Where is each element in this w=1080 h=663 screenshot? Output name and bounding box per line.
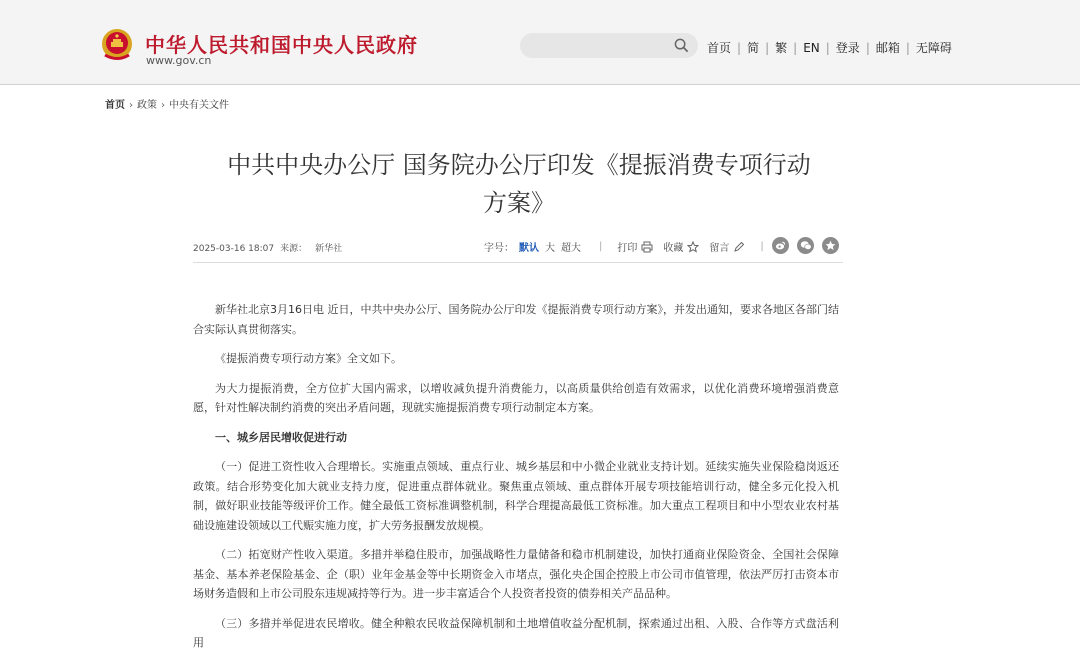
share-buttons [772, 237, 839, 254]
article-paragraph: 为大力提振消费，全方位扩大国内需求，以增收减负提升消费能力，以高质量供给创造有效需求，以优化消费环境增强消费意愿，针对性解决制约消费的突出矛盾问题，现就实施提振消费专项行动制定本方案。 [193, 381, 839, 414]
nav-traditional[interactable]: 繁 [775, 41, 788, 55]
source-label: 来源： [280, 244, 308, 254]
nav-simplified[interactable]: 简 [747, 41, 760, 55]
star-icon [825, 240, 836, 251]
article-title-line: 中共中央办公厅 国务院办公厅印发《提振消费专项行动 [227, 151, 811, 179]
favorite-button[interactable] [663, 239, 699, 254]
nav-home[interactable]: 首页 [707, 41, 732, 55]
top-nav [707, 39, 952, 56]
printer-icon [641, 241, 653, 253]
font-size-large[interactable]: 大 [545, 243, 555, 254]
tool-divider: | [760, 241, 764, 252]
article-title [195, 146, 843, 222]
source-name: 新华社 [315, 244, 343, 254]
tool-divider: | [599, 241, 603, 252]
site-header [0, 0, 1080, 85]
article-paragraph: 《提振消费专项行动方案》全文如下。 [215, 352, 402, 365]
star-icon [687, 241, 699, 253]
site-name[interactable]: 中华人民共和国中央人民政府 [145, 33, 418, 57]
article-title-line: 方案》 [483, 189, 555, 217]
section-heading: 一、城乡居民增收促进行动 [215, 430, 347, 444]
chevron-right-icon: › [161, 100, 165, 111]
meta-divider [193, 262, 843, 263]
font-size-xlarge[interactable]: 超大 [561, 243, 581, 254]
print-button[interactable] [617, 239, 653, 254]
article-paragraph: 新华社北京3月16日电 近日，中共中央办公厅、国务院办公厅印发《提振消费专项行动方案》，并发出通知，要求各地区各部门结合实际认真贯彻落实。 [193, 303, 839, 336]
nav-divider: | [765, 41, 770, 55]
pencil-icon [733, 241, 745, 253]
nav-divider: | [793, 41, 798, 55]
nav-login[interactable]: 登录 [835, 41, 860, 55]
search-input[interactable] [532, 33, 676, 60]
publish-date: 2025-03-16 18:07 [193, 244, 275, 254]
article-tools [484, 239, 779, 254]
favorite-label: 收藏 [663, 243, 684, 254]
breadcrumb [105, 96, 229, 111]
breadcrumb-policy[interactable]: 政策 [137, 100, 157, 111]
site-url: www.gov.cn [146, 54, 212, 67]
wechat-share-button[interactable] [797, 237, 814, 254]
comment-button[interactable] [709, 239, 745, 254]
print-label: 打印 [617, 243, 638, 254]
nav-divider: | [825, 41, 830, 55]
nav-english[interactable]: EN [803, 41, 820, 55]
weibo-share-button[interactable] [772, 237, 789, 254]
font-size-default[interactable]: 默认 [519, 243, 539, 254]
wechat-icon [800, 240, 812, 251]
nav-mail[interactable]: 邮箱 [875, 41, 900, 55]
comment-label: 留言 [709, 243, 730, 254]
article-paragraph: （一）促进工资性收入合理增长。实施重点领域、重点行业、城乡基层和中小微企业就业支持计划。延续实施失业保险稳岗返还政策。结合形势变化加大就业支持力度，促进重点群体就业。聚焦重点领域、重点群体开展专项技能培训行动，健全多元化投入机制，做好职业技能等级评价工作。健全最低工资标准调整机制，科学合理提高最低工资标准。加大重点工程项目和中小型农业农村基础设施建设领域以工代赈实施力度，扩大劳务报酬发放规模。 [193, 460, 839, 532]
search-icon[interactable] [674, 38, 689, 53]
article-meta [193, 241, 348, 254]
article-body [193, 300, 839, 663]
nav-divider: | [865, 41, 870, 55]
search-box[interactable] [520, 33, 698, 58]
article-paragraph: （三）多措并举促进农民增收。健全种粮农民收益保障机制和土地增值收益分配机制，探索通过出租、入股、合作等方式盘活利用 [193, 616, 839, 649]
article-paragraph: （二）拓宽财产性收入渠道。多措并举稳住股市，加强战略性力量储备和稳市机制建设，加快打通商业保险资金、全国社会保障基金、基本养老保险基金、企（职）业年金基金等中长期资金入市堵点，强化央企国企控股上市公司市值管理，依法严厉打击资本市场财务造假和上市公司股东违规减持等行为。进一步丰富适合个人投资者投资的债券相关产品品种。 [193, 548, 839, 600]
nav-divider: | [905, 41, 910, 55]
weibo-icon [775, 240, 786, 251]
font-size-label: 字号： [484, 243, 514, 254]
breadcrumb-home[interactable]: 首页 [105, 100, 125, 111]
nav-divider: | [737, 41, 742, 55]
nav-accessibility[interactable]: 无障碍 [915, 41, 952, 55]
qzone-share-button[interactable] [822, 237, 839, 254]
breadcrumb-central-documents[interactable]: 中央有关文件 [169, 100, 229, 111]
national-emblem-icon[interactable] [100, 28, 134, 62]
chevron-right-icon: › [129, 100, 133, 111]
